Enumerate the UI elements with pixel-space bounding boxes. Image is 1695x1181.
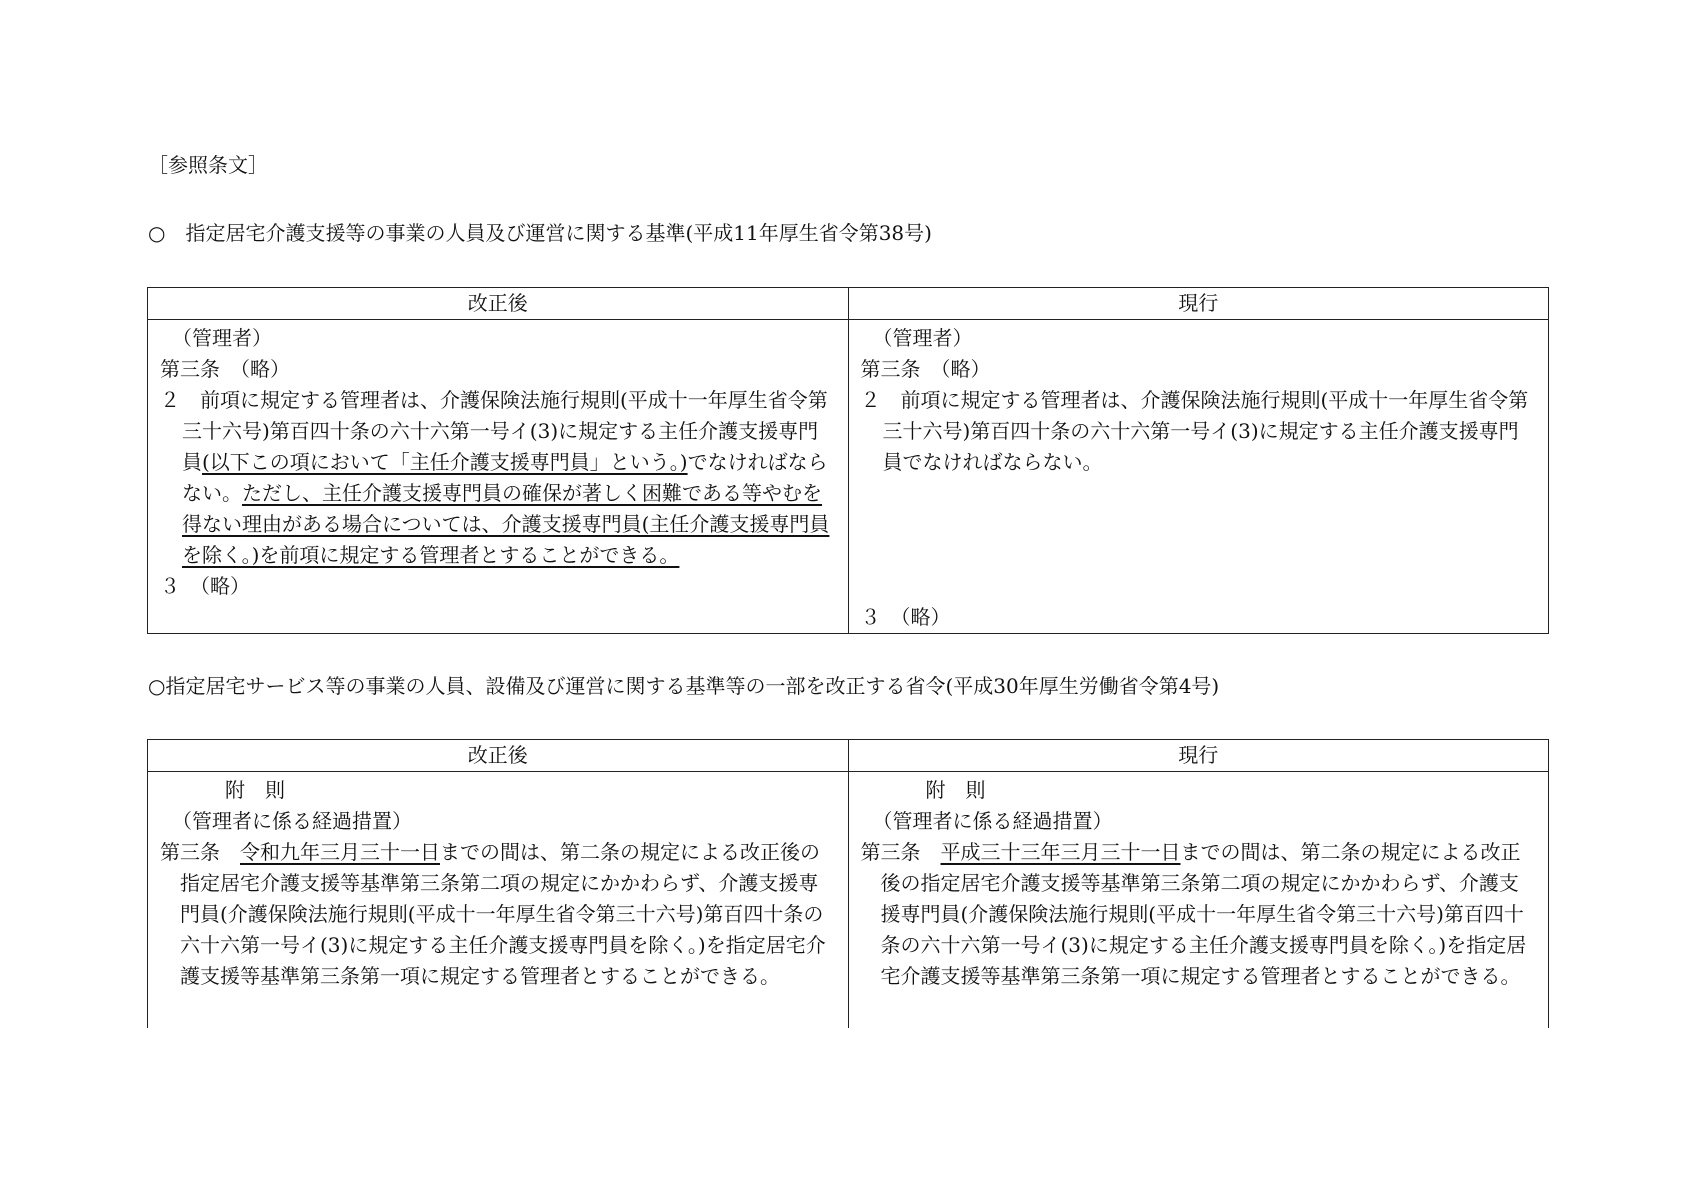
revised-text-cell	[148, 320, 849, 634]
paragraph-2: ２ 前項に規定する管理者は、介護保険法施行規則(平成十一年厚生省令第三十六号)第百四十条の六十六第一号イ(3)に規定する主任介護支援専門員でなければならない。	[860, 388, 1529, 474]
article-caption: （管理者に係る経過措置）	[872, 809, 1113, 833]
current-text-cell	[848, 320, 1549, 634]
current-text-cell	[848, 772, 1549, 1029]
reference-title: ［参照条文］	[148, 153, 268, 177]
article-caption: （管理者）	[872, 326, 973, 350]
comparison-table-1	[147, 287, 1549, 634]
article-label: 第三条	[160, 840, 240, 864]
paragraph-2-text-a: ２ 前項に規定する管理者は、介護保険法施行規則(平成十一年厚生省令第三十六号)第百四十条の六十六第一号イ(3)に規定する主任介護支援専門員	[160, 388, 828, 474]
table-header-row	[148, 288, 1549, 320]
paragraph-2	[160, 385, 838, 571]
article-caption: （管理者に係る経過措置）	[172, 809, 412, 833]
article-3-heading: 第三条 （略）	[860, 357, 991, 381]
article-body: までの間は、第二条の規定による改正後の指定居宅介護支援等基準第三条第二項の規定にかかわらず、介護支援専門員(介護保険法施行規則(平成十一年厚生省令第三十六号)第百四十条の六十六第一号イ(3)に規定する主任介護支援専門員を除く。)を指定居宅介護支援等基準第三条第一項に規定する管理者とすることができる。	[180, 840, 826, 988]
table-row	[148, 320, 1549, 634]
article-label: 第三条	[860, 840, 941, 864]
deadline-date: 平成三十三年三月三十一日	[940, 840, 1181, 864]
paragraph-2-underlined-1: (以下この項において「主任介護支援専門員」という。)	[202, 450, 688, 474]
article-3-heading: 第三条 （略）	[160, 357, 290, 381]
table-row	[148, 772, 1549, 1029]
ordinance-heading-2: ○指定居宅サービス等の事業の人員、設備及び運営に関する基準等の一部を改正する省令(平成30年厚生労働省令第4号)	[148, 674, 1220, 698]
transitional-article-3	[861, 837, 1539, 992]
supplementary-provisions-heading: 附 則	[225, 778, 285, 802]
blank-space	[861, 478, 1539, 602]
paragraph-2-text-b: でなければならない。	[182, 450, 828, 505]
column-header-revised: 改正後	[148, 740, 849, 772]
paragraph-3: ３ （略）	[860, 605, 951, 629]
column-header-current: 現行	[848, 740, 1549, 772]
table-header-row	[148, 740, 1549, 772]
paragraph-2-underlined-2: ただし、主任介護支援専門員の確保が著しく困難である等やむを得ない理由がある場合については、介護支援専門員(主任介護支援専門員を除く。)を前項に規定する管理者とすることができる。	[182, 481, 830, 567]
article-body: までの間は、第二条の規定による改正後の指定居宅介護支援等基準第三条第二項の規定にかかわらず、介護支援専門員(介護保険法施行規則(平成十一年厚生省令第三十六号)第百四十条の六十六第一号イ(3)に規定する主任介護支援専門員を除く。)を指定居宅介護支援等基準第三条第一項に規定する管理者とすることができる。	[880, 840, 1527, 988]
deadline-date: 令和九年三月三十一日	[240, 840, 440, 864]
transitional-article-3	[160, 837, 838, 992]
supplementary-provisions-heading: 附 則	[925, 778, 986, 802]
comparison-table-2	[147, 739, 1549, 1028]
column-header-revised: 改正後	[148, 288, 849, 320]
ordinance-heading-1: ○ 指定居宅介護支援等の事業の人員及び運営に関する基準(平成11年厚生省令第38号)	[148, 221, 932, 245]
paragraph-3: ３ （略）	[160, 574, 250, 598]
column-header-current: 現行	[848, 288, 1549, 320]
revised-text-cell	[148, 772, 849, 1029]
article-caption: （管理者）	[172, 326, 272, 350]
